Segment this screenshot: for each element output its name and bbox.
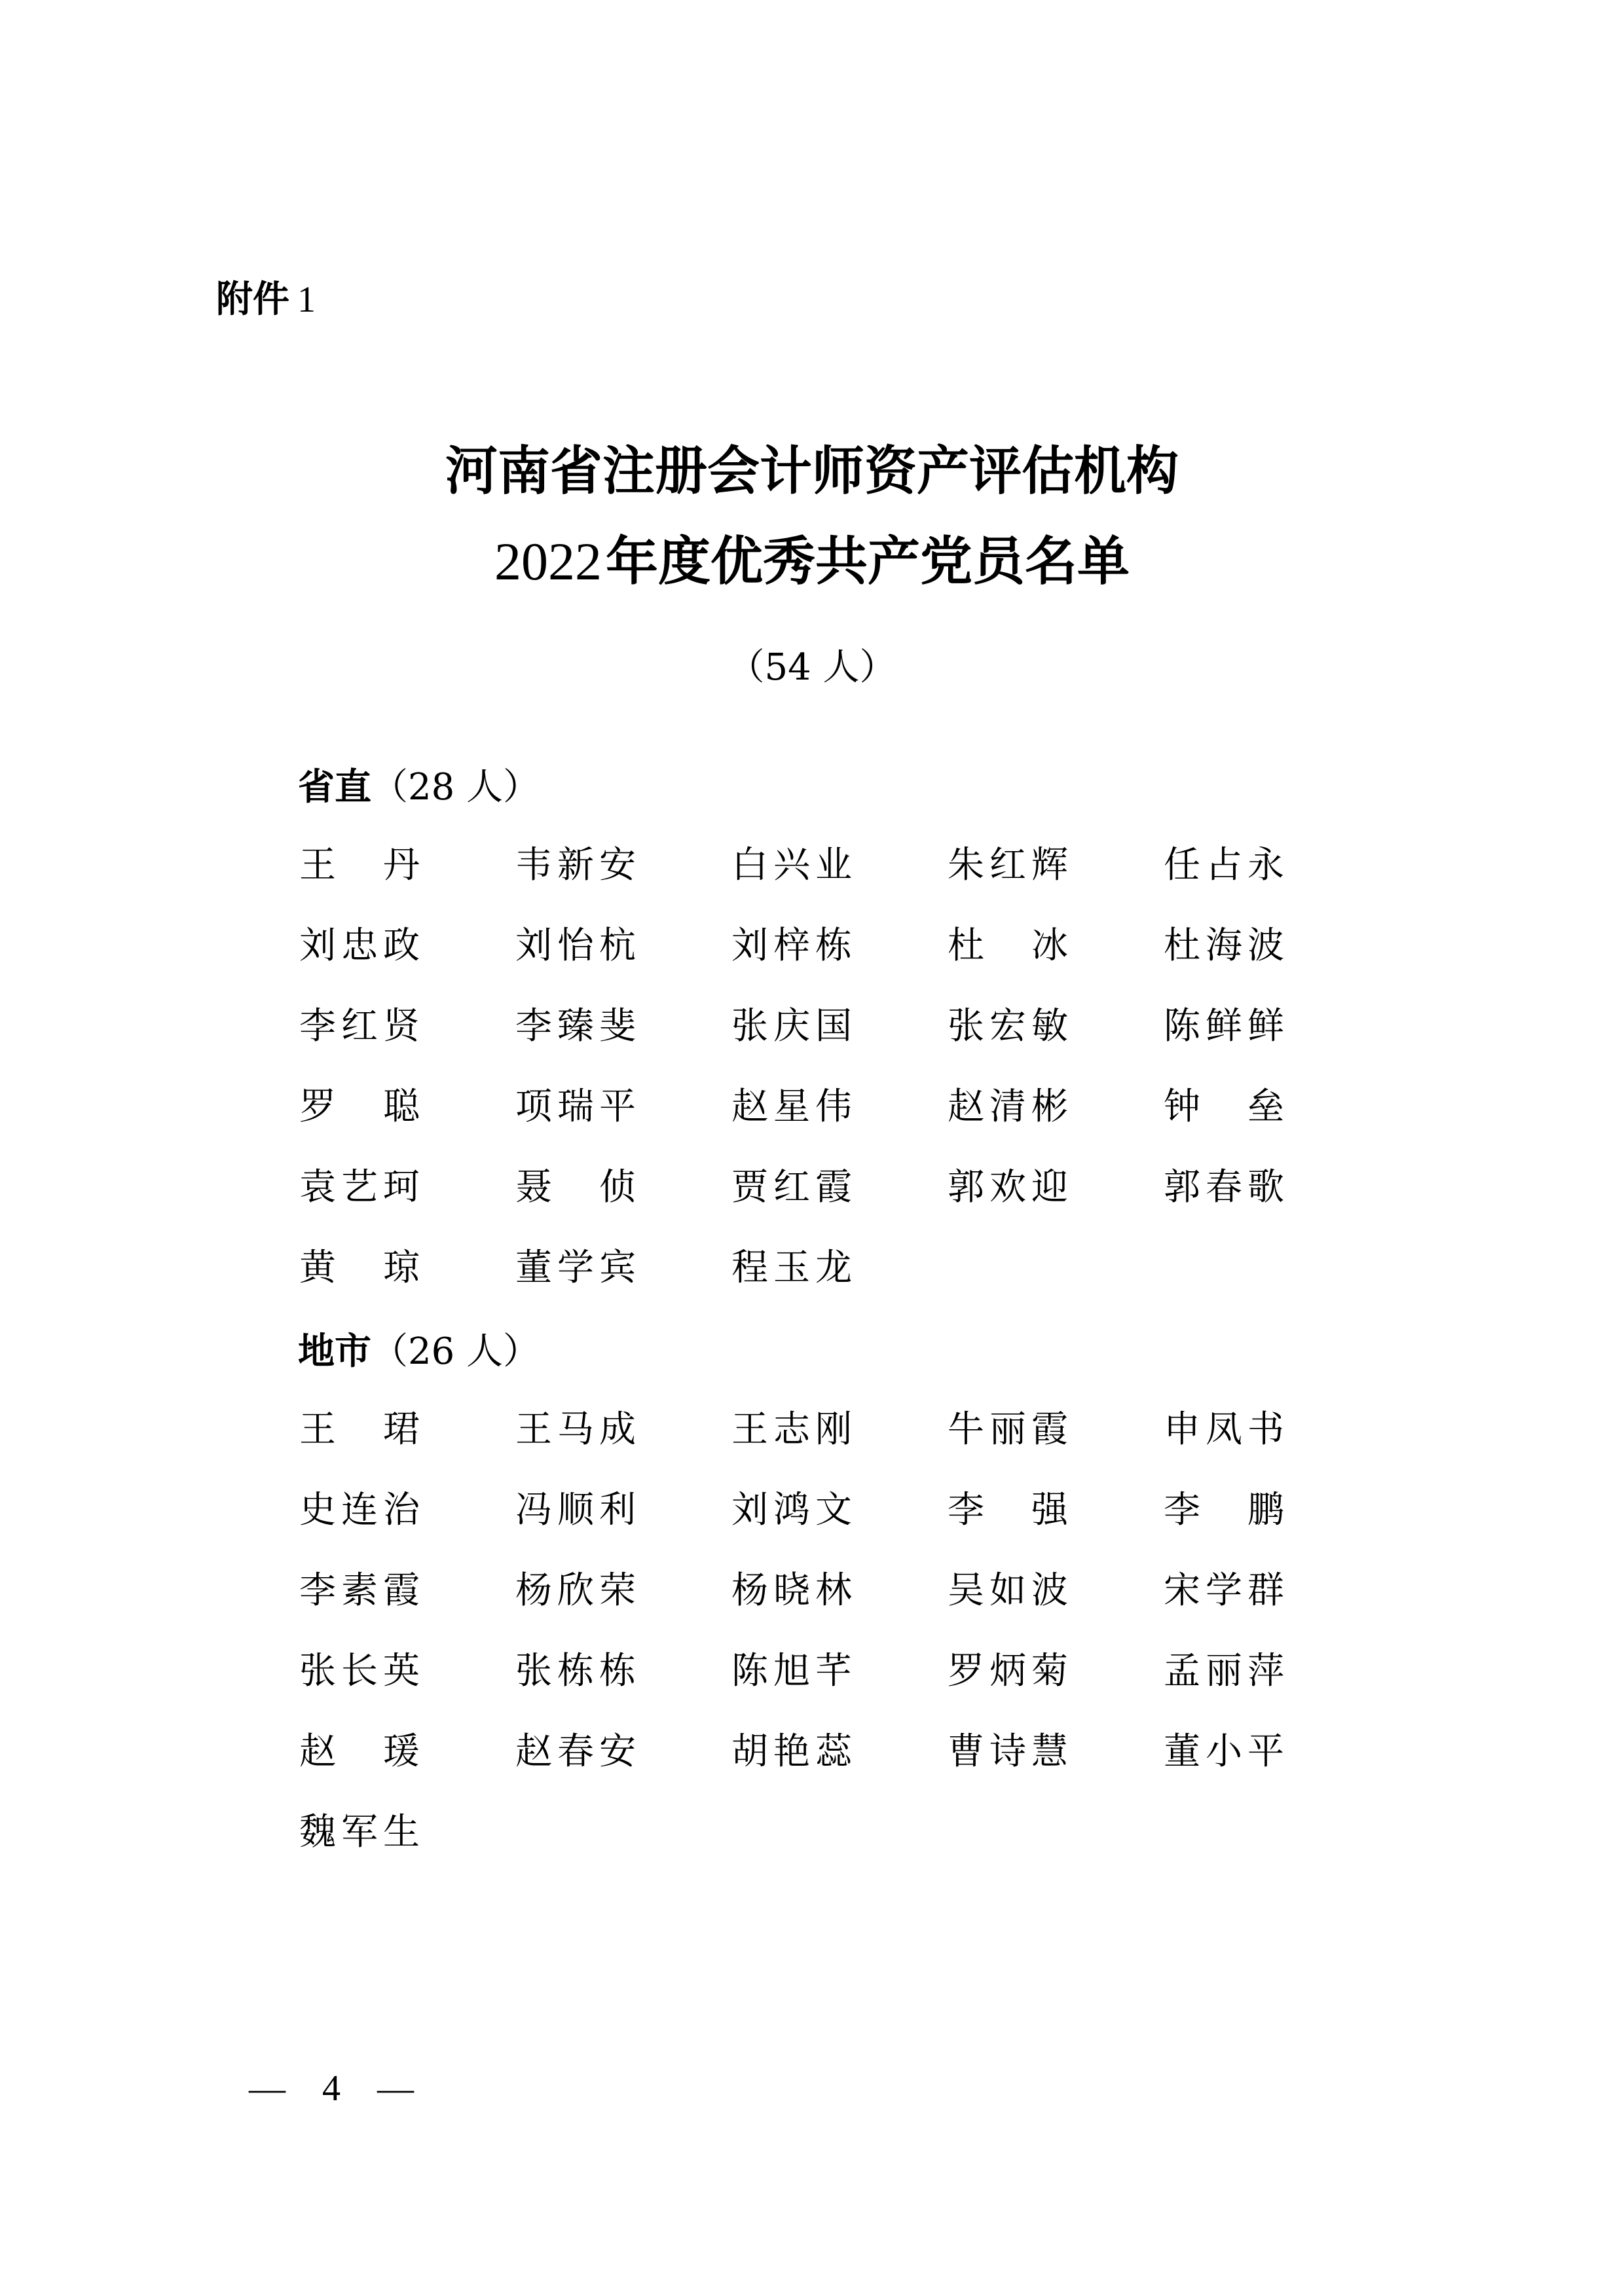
person-name: 郭欢迎 — [948, 1165, 1073, 1209]
person-name: 刘怡杭 — [515, 924, 641, 967]
person-name: 冯顺利 — [515, 1488, 641, 1531]
person-name: 刘梓栋 — [731, 924, 857, 967]
section-name: 地市 — [298, 1330, 371, 1373]
title-year: 2022 — [494, 532, 602, 591]
person-name: 聂 侦 — [515, 1165, 641, 1209]
person-name: 张庆国 — [731, 1004, 857, 1048]
person-name: 李红贤 — [299, 1004, 425, 1048]
person-name: 曹诗慧 — [948, 1730, 1073, 1773]
person-name: 陈旭芊 — [731, 1649, 857, 1692]
person-name: 罗炳菊 — [948, 1649, 1073, 1692]
person-name: 胡艳蕊 — [731, 1730, 857, 1773]
person-name: 刘鸿文 — [731, 1488, 857, 1531]
person-name: 董学宾 — [515, 1246, 641, 1289]
title-line-2-text: 年度优秀共产党员名单 — [606, 531, 1130, 592]
section-heading-municipal — [298, 1326, 540, 1378]
person-name: 宋学群 — [1164, 1569, 1289, 1612]
person-name: 项瑞平 — [515, 1085, 641, 1128]
person-name: 张栋栋 — [515, 1649, 641, 1692]
name-list-municipal — [299, 1389, 1380, 1872]
person-name: 任占永 — [1164, 843, 1289, 886]
person-name: 赵星伟 — [731, 1085, 857, 1128]
person-name: 申凤书 — [1164, 1408, 1289, 1451]
section-heading-provincial — [298, 761, 540, 814]
person-name: 韦新安 — [515, 843, 641, 886]
section-count: （28 人） — [371, 766, 540, 809]
person-name: 董小平 — [1164, 1730, 1289, 1773]
person-name: 王 珺 — [299, 1408, 425, 1451]
person-name: 李 强 — [948, 1488, 1073, 1531]
person-name: 袁艺珂 — [299, 1165, 425, 1209]
person-name: 赵清彬 — [948, 1085, 1073, 1128]
person-name: 王 丹 — [299, 843, 425, 886]
section-count: （26 人） — [371, 1330, 540, 1373]
page-number: — 4 — — [249, 2068, 414, 2109]
document-title-line-2 — [0, 529, 1624, 594]
person-name: 李素霞 — [299, 1569, 425, 1612]
person-name: 杜海波 — [1164, 924, 1289, 967]
person-name: 钟 垒 — [1164, 1085, 1289, 1128]
person-name: 杨欣荣 — [515, 1569, 641, 1612]
person-name: 王志刚 — [731, 1408, 857, 1451]
person-name: 刘忠政 — [299, 924, 425, 967]
section-name: 省直 — [298, 766, 371, 809]
attachment-number: 1 — [297, 280, 316, 320]
person-name: 李 鹏 — [1164, 1488, 1289, 1531]
person-name: 张长英 — [299, 1649, 425, 1692]
person-name: 程玉龙 — [731, 1246, 857, 1289]
name-list-provincial — [299, 825, 1380, 1308]
person-name: 陈鲜鲜 — [1164, 1004, 1289, 1048]
person-name: 杜 冰 — [948, 924, 1073, 967]
person-name: 魏军生 — [299, 1810, 425, 1853]
person-name: 贾红霞 — [731, 1165, 857, 1209]
document-title-line-1: 河南省注册会计师资产评估机构 — [445, 441, 1179, 501]
person-name: 史连治 — [299, 1488, 425, 1531]
person-name: 李臻斐 — [515, 1004, 641, 1048]
person-name: 赵春安 — [515, 1730, 641, 1773]
person-name: 黄 琼 — [299, 1246, 425, 1289]
person-name: 朱红辉 — [948, 843, 1073, 886]
person-name: 杨晓林 — [731, 1569, 857, 1612]
person-name: 王马成 — [515, 1408, 641, 1451]
person-name: 罗 聪 — [299, 1085, 425, 1128]
person-name: 白兴业 — [731, 843, 857, 886]
person-name: 牛丽霞 — [948, 1408, 1073, 1451]
person-name: 赵 瑗 — [299, 1730, 425, 1773]
attachment-label — [216, 274, 316, 326]
total-count: （54 人） — [728, 646, 896, 689]
person-name: 孟丽萍 — [1164, 1649, 1289, 1692]
attachment-text: 附件 — [216, 278, 289, 321]
person-name: 张宏敏 — [948, 1004, 1073, 1048]
person-name: 吴如波 — [948, 1569, 1073, 1612]
person-name: 郭春歌 — [1164, 1165, 1289, 1209]
